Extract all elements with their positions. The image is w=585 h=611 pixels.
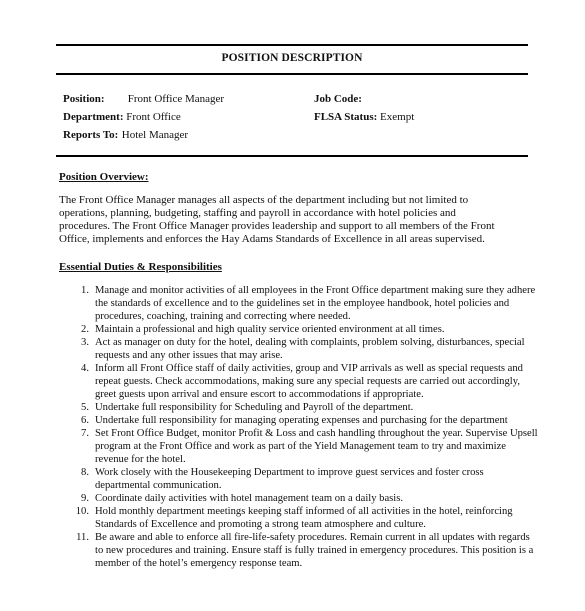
duty-item <box>59 336 539 362</box>
title-rule <box>56 73 528 75</box>
overview-heading: Position Overview: <box>59 171 149 183</box>
duty-item <box>59 401 539 414</box>
duty-number: 3. <box>81 337 89 348</box>
flsa-status-label: FLSA Status: <box>314 111 378 123</box>
duty-number: 7. <box>81 428 89 439</box>
duty-text: Act as manager on duty for the hotel, dealing with complaints, problem solving, disturbances, special requests and any other issues that may arise. <box>95 337 525 361</box>
duties-list <box>59 284 539 570</box>
duty-number: 4. <box>81 363 89 374</box>
duty-item <box>59 427 539 466</box>
duty-item <box>59 323 539 336</box>
duty-text: Inform all Front Office staff of daily activities, group and VIP arrivals as well as special requests and repeat guests. Check accommodations, making sure any special requests are carried out accordingly, greet guests upon arrival and ensure escort to accommodations if appropriate. <box>95 363 523 400</box>
duty-text: Hold monthly department meetings keeping staff informed of all activities in the hotel, reinforcing Standards of Excellence and promoting a strong team atmosphere and culture. <box>95 506 513 530</box>
flsa-status-value: Exempt <box>380 111 415 123</box>
reports-to-field <box>63 126 188 144</box>
duty-item <box>59 414 539 427</box>
duty-number: 5. <box>81 402 89 413</box>
department-value: Front Office <box>126 111 181 123</box>
duty-text: Set Front Office Budget, monitor Profit & Loss and cash handling throughout the year. Supervise Upsell program at the Front Office and work as part of the Yield Management team to try and maximize revenue for the hotel. <box>95 428 538 465</box>
duty-number: 1. <box>81 285 89 296</box>
job-code-label: Job Code: <box>314 93 362 105</box>
overview-text: The Front Office Manager manages all aspects of the department including but not limited to operations, planning, budgeting, staffing and payroll in accordance with hotel policies and procedures. The Front Office Manager provides leadership and support to all members of the Front Office, implements and enforces the Hay Adams Standards of Excellence in all areas supervised. <box>59 194 495 245</box>
duty-text: Undertake full responsibility for Scheduling and Payroll of the department. <box>95 402 414 413</box>
header-rule <box>56 155 528 157</box>
duty-item <box>59 505 539 531</box>
top-rule <box>56 44 528 46</box>
duty-number: 10. <box>75 506 89 517</box>
duty-text: Undertake full responsibility for managing operating expenses and purchasing for the department <box>95 415 508 426</box>
reports-to-value: Hotel Manager <box>121 129 189 141</box>
duty-text: Coordinate daily activities with hotel management team on a daily basis. <box>95 493 404 504</box>
duty-item <box>59 362 539 401</box>
position-field <box>63 90 224 108</box>
department-field <box>63 108 181 126</box>
duty-text: Work closely with the Housekeeping Department to improve guest services and foster cross departmental communication. <box>95 467 484 491</box>
position-value: Front Office Manager <box>127 93 225 105</box>
duty-item <box>59 284 539 323</box>
duty-item <box>59 466 539 492</box>
duty-number: 8. <box>81 467 89 478</box>
reports-to-label: Reports To: <box>63 129 119 141</box>
job-code-field <box>314 90 362 108</box>
department-label: Department: <box>63 111 124 123</box>
duty-number: 6. <box>81 415 89 426</box>
duty-number: 2. <box>81 324 89 335</box>
duty-text: Maintain a professional and high quality service oriented environment at all times. <box>95 324 445 335</box>
position-label: Position: <box>63 93 105 105</box>
duty-text: Manage and monitor activities of all employees in the Front Office department making sure they adhere the standards of excellence and to the guidelines set in the employee handbook, hotel policies and procedures, coaching, training and correcting where needed. <box>95 285 536 322</box>
duty-text: Be aware and able to enforce all fire-life-safety procedures. Remain current in all updates with regards to new procedures and training. Ensure staff is fully trained in emergency procedures. This position is a member of the hotel’s emergency response team. <box>95 532 534 569</box>
duty-number: 9. <box>81 493 89 504</box>
duty-item <box>59 531 539 570</box>
duty-number: 11. <box>76 532 89 543</box>
duties-heading: Essential Duties & Responsibilities <box>59 261 222 273</box>
duty-item <box>59 492 539 505</box>
flsa-status-field <box>314 108 414 126</box>
document-title: POSITION DESCRIPTION <box>221 52 363 64</box>
